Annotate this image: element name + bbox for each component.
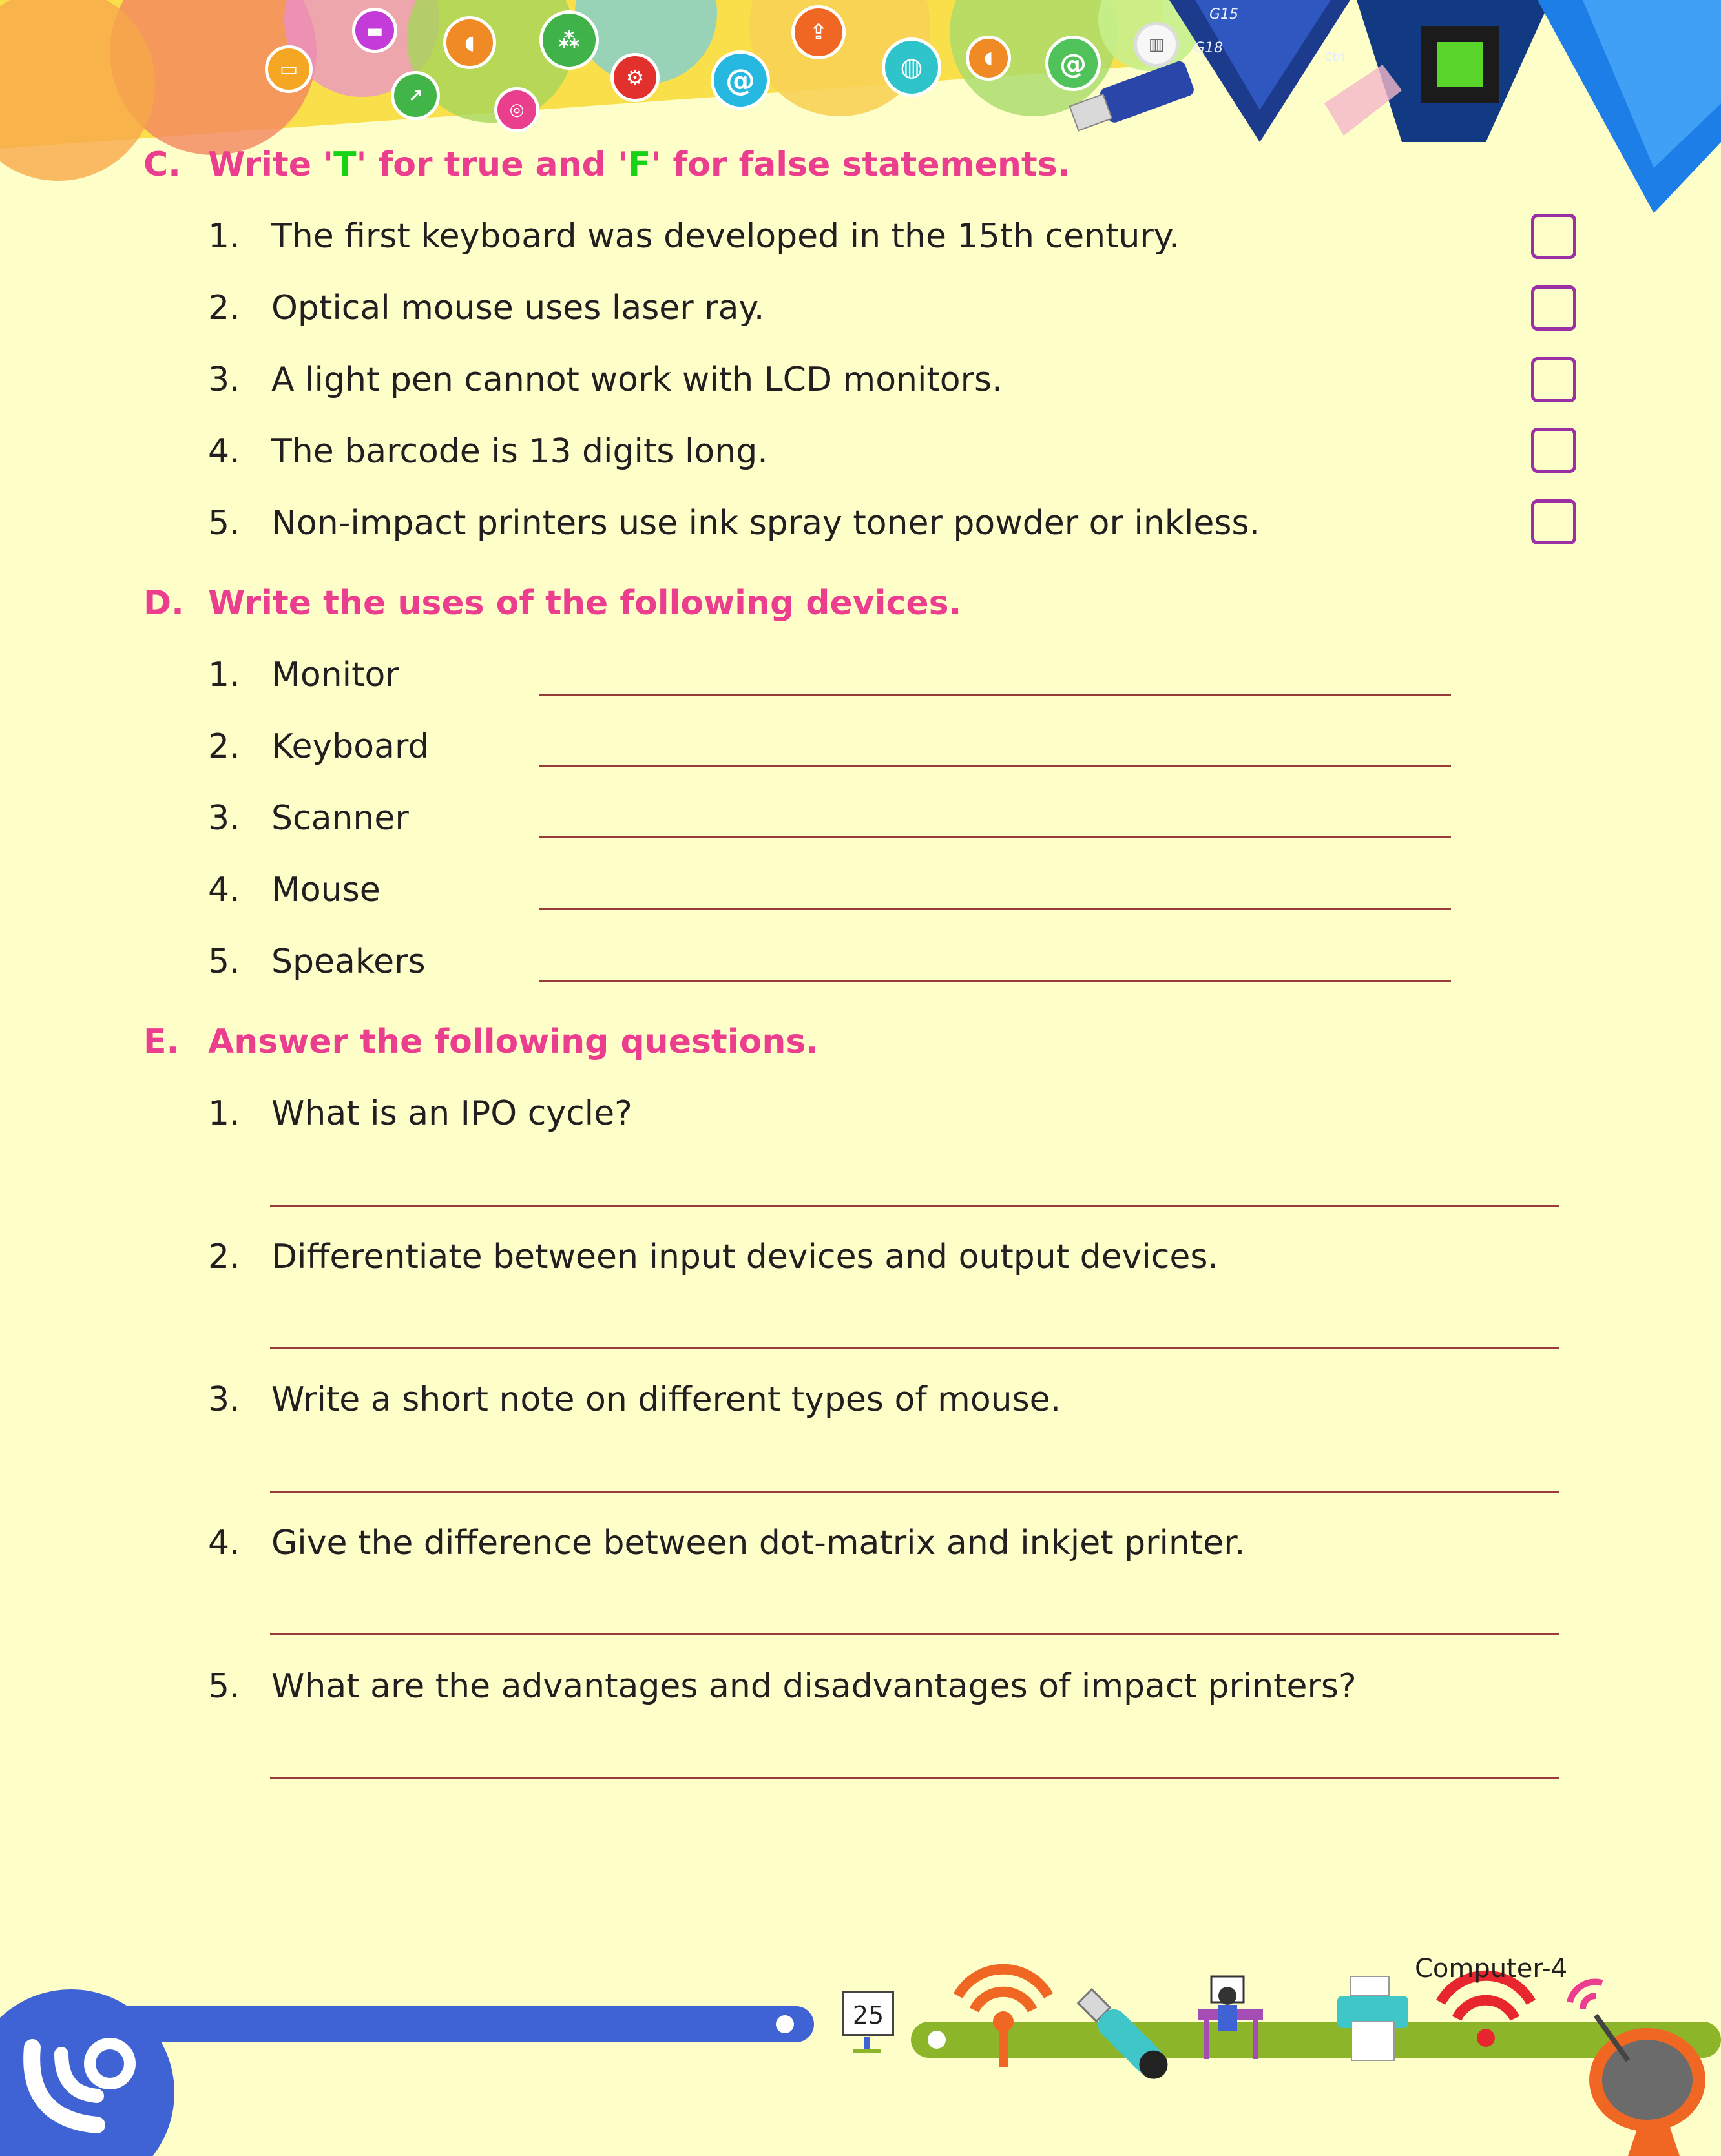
keycap-ctrl: Ctrl — [1324, 50, 1346, 64]
at-icon: @ — [711, 50, 770, 110]
section-c-title: Write 'T' for true and 'F' for false statements. — [208, 145, 1070, 184]
item-number: 4. — [208, 1524, 240, 1562]
folder-icon: ▬ — [352, 8, 397, 53]
answer-line-e-4[interactable] — [270, 1633, 1559, 1635]
upload-icon: ⇪ — [791, 5, 846, 59]
answer-line-e-1[interactable] — [270, 1205, 1559, 1207]
item-number: 5. — [208, 942, 240, 981]
item-number: 3. — [208, 799, 240, 838]
keycap-g15: G15 — [1209, 6, 1239, 23]
true-false-box-1[interactable] — [1531, 214, 1576, 259]
section-c-letter: C. — [143, 145, 181, 184]
true-false-box-4[interactable] — [1531, 428, 1576, 473]
item-number: 2. — [208, 727, 240, 766]
page-number: 25 — [842, 1991, 894, 2036]
item-number: 1. — [208, 217, 240, 256]
device-name: Monitor — [271, 656, 399, 694]
answer-line-e-5[interactable] — [270, 1777, 1559, 1779]
mouse-icon: ◖ — [443, 16, 496, 69]
answer-line-e-2[interactable] — [270, 1347, 1559, 1349]
item-number: 3. — [208, 360, 240, 399]
answer-line-e-3[interactable] — [270, 1491, 1559, 1493]
true-letter: T — [333, 145, 357, 184]
section-e-letter: E. — [143, 1022, 180, 1061]
question-text: Write a short note on different types of mouse. — [271, 1380, 1061, 1419]
true-false-box-5[interactable] — [1531, 499, 1576, 544]
chart-icon: ↗ — [391, 71, 440, 120]
statement-text: A light pen cannot work with LCD monitors. — [271, 360, 1003, 399]
answer-line-d-4[interactable] — [539, 908, 1451, 910]
section-d-title: Write the uses of the following devices. — [208, 584, 962, 623]
device-name: Speakers — [271, 942, 426, 981]
item-number: 2. — [208, 289, 240, 327]
item-number: 2. — [208, 1238, 240, 1276]
question-text: What are the advantages and disadvantages of impact printers? — [271, 1667, 1357, 1706]
keycap-g18: G18 — [1194, 40, 1224, 56]
gear-icon: ⚙ — [610, 53, 660, 102]
item-number: 4. — [208, 871, 240, 909]
book-title: Computer-4 — [1415, 1954, 1568, 1984]
section-d-letter: D. — [143, 584, 184, 623]
item-number: 5. — [208, 504, 240, 543]
device-name: Mouse — [271, 871, 381, 909]
item-number: 4. — [208, 432, 240, 471]
answer-line-d-5[interactable] — [539, 980, 1451, 982]
header-background — [0, 0, 1721, 220]
at-icon-2: @ — [1045, 36, 1101, 91]
statement-text: Non-impact printers use ink spray toner powder or inkless. — [271, 504, 1260, 543]
question-text: What is an IPO cycle? — [271, 1094, 632, 1133]
gamepad-icon: ◎ — [494, 87, 539, 132]
device-name: Scanner — [271, 799, 409, 838]
mouse-icon-2: ◖ — [966, 36, 1011, 81]
header-banner — [0, 0, 1721, 220]
bar-chart-icon: ▥ — [1134, 22, 1179, 67]
item-number: 1. — [208, 1094, 240, 1133]
question-text: Give the difference between dot-matrix and inkjet printer. — [271, 1524, 1246, 1562]
item-number: 1. — [208, 656, 240, 694]
item-number: 3. — [208, 1380, 240, 1419]
true-false-box-2[interactable] — [1531, 285, 1576, 331]
item-number: 5. — [208, 1667, 240, 1706]
device-name: Keyboard — [271, 727, 430, 766]
statement-text: Optical mouse uses laser ray. — [271, 289, 765, 327]
monitor-icon: ▭ — [265, 45, 313, 93]
false-letter: F — [627, 145, 651, 184]
network-icon: ⁂ — [539, 10, 599, 70]
answer-line-d-3[interactable] — [539, 836, 1451, 838]
globe-icon: ◍ — [882, 37, 941, 97]
answer-line-d-1[interactable] — [539, 694, 1451, 696]
answer-line-d-2[interactable] — [539, 765, 1451, 767]
question-text: Differentiate between input devices and output devices. — [271, 1238, 1219, 1276]
statement-text: The first keyboard was developed in the 15th century. — [271, 217, 1180, 256]
true-false-box-3[interactable] — [1531, 357, 1576, 402]
section-e-title: Answer the following questions. — [208, 1022, 819, 1061]
statement-text: The barcode is 13 digits long. — [271, 432, 768, 471]
